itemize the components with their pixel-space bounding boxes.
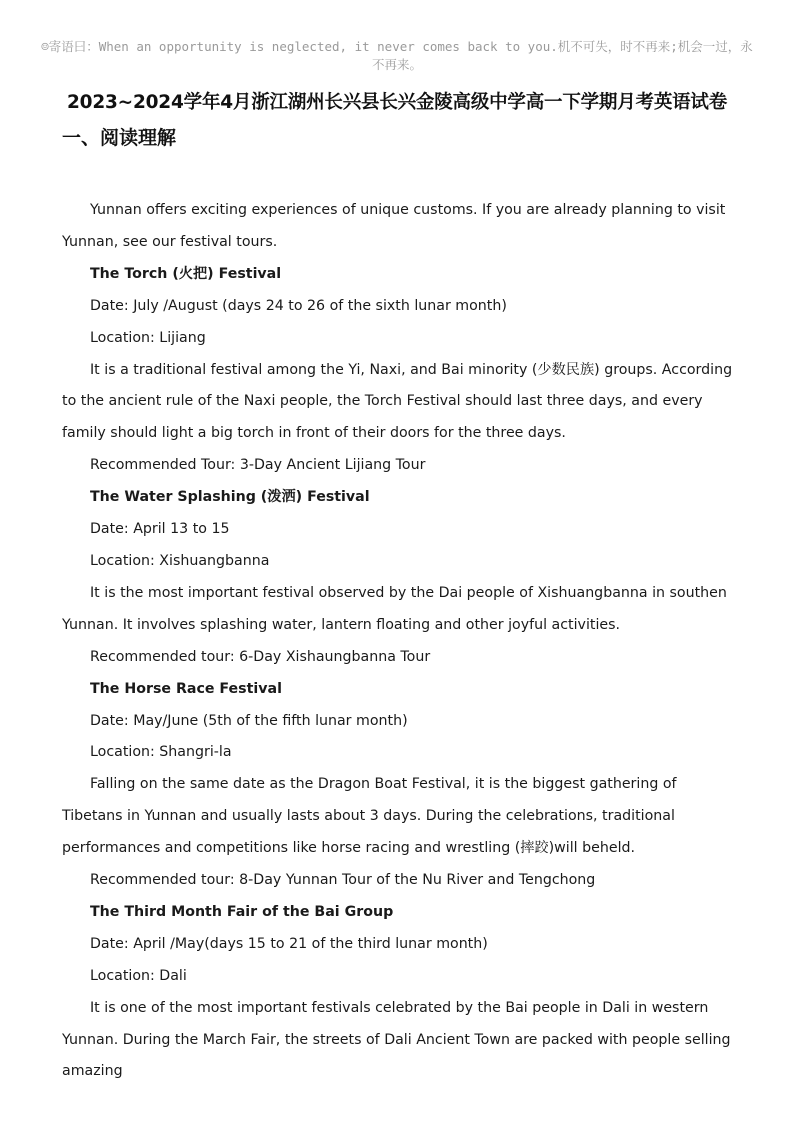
- motto-banner: ☺寄语曰：When an opportunity is neglected, it never comes back to you.机不可失，时不再来;机会一过，永不再来。: [41, 39, 753, 72]
- festival-date: Date: April /May(days 15 to 21 of the third lunar month): [90, 935, 488, 952]
- festival-date: Date: May/June (5th of the fifth lunar month): [90, 712, 408, 729]
- festival-location: Location: Xishuangbanna: [90, 552, 270, 569]
- festival-heading: The Torch (火把) Festival: [90, 265, 282, 282]
- section-title: 一、阅读理解: [62, 127, 177, 149]
- festival-location: Location: Dali: [90, 967, 187, 984]
- exam-title: 2023~2024学年4月浙江湖州长兴县长兴金陵高级中学高一下学期月考英语试卷: [66, 92, 728, 113]
- festival-description: It is the most important festival observed by the Dai people of Xishuangbanna in southen Yunnan. It involves splashing water, lantern floating and other joyful activities.: [62, 584, 727, 633]
- festival-tour: Recommended tour: 8-Day Yunnan Tour of the Nu River and Tengchong: [90, 872, 596, 889]
- festival-heading: The Horse Race Festival: [90, 680, 282, 697]
- festival-description: It is a traditional festival among the Yi, Naxi, and Bai minority (少数民族) groups. According to the ancient rule of the Naxi people, the Torch Festival should last three days, and every family should light a big torch in front of their doors for the three days.: [62, 361, 733, 442]
- festival-description: Falling on the same date as the Dragon Boat Festival, it is the biggest gathering of Tibetans in Yunnan and usually lasts about 3 days. During the celebrations, traditional performances and competitions like horse racing and wrestling (摔跤)will beheld.: [62, 776, 677, 857]
- festival-date: Date: July /August (days 24 to 26 of the sixth lunar month): [90, 297, 507, 314]
- festival-heading: The Water Splashing (泼洒) Festival: [90, 489, 370, 506]
- reading-passage: [62, 195, 740, 1088]
- festival-description: It is one of the most important festivals celebrated by the Bai people in Dali in western Yunnan. During the March Fair, the streets of Dali Ancient Town are packed with people selling amazing: [62, 999, 731, 1080]
- festival-tour: Recommended tour: 6-Day Xishaungbanna Tour: [90, 648, 431, 665]
- festival-tour: Recommended Tour: 3-Day Ancient Lijiang Tour: [90, 457, 426, 474]
- festival-heading: The Third Month Fair of the Bai Group: [90, 903, 394, 920]
- festival-location: Location: Shangri-la: [90, 744, 232, 761]
- passage-intro: Yunnan offers exciting experiences of unique customs. If you are already planning to visit Yunnan, see our festival tours.: [62, 202, 726, 250]
- festival-date: Date: April 13 to 15: [90, 521, 230, 538]
- festival-location: Location: Lijiang: [90, 329, 206, 346]
